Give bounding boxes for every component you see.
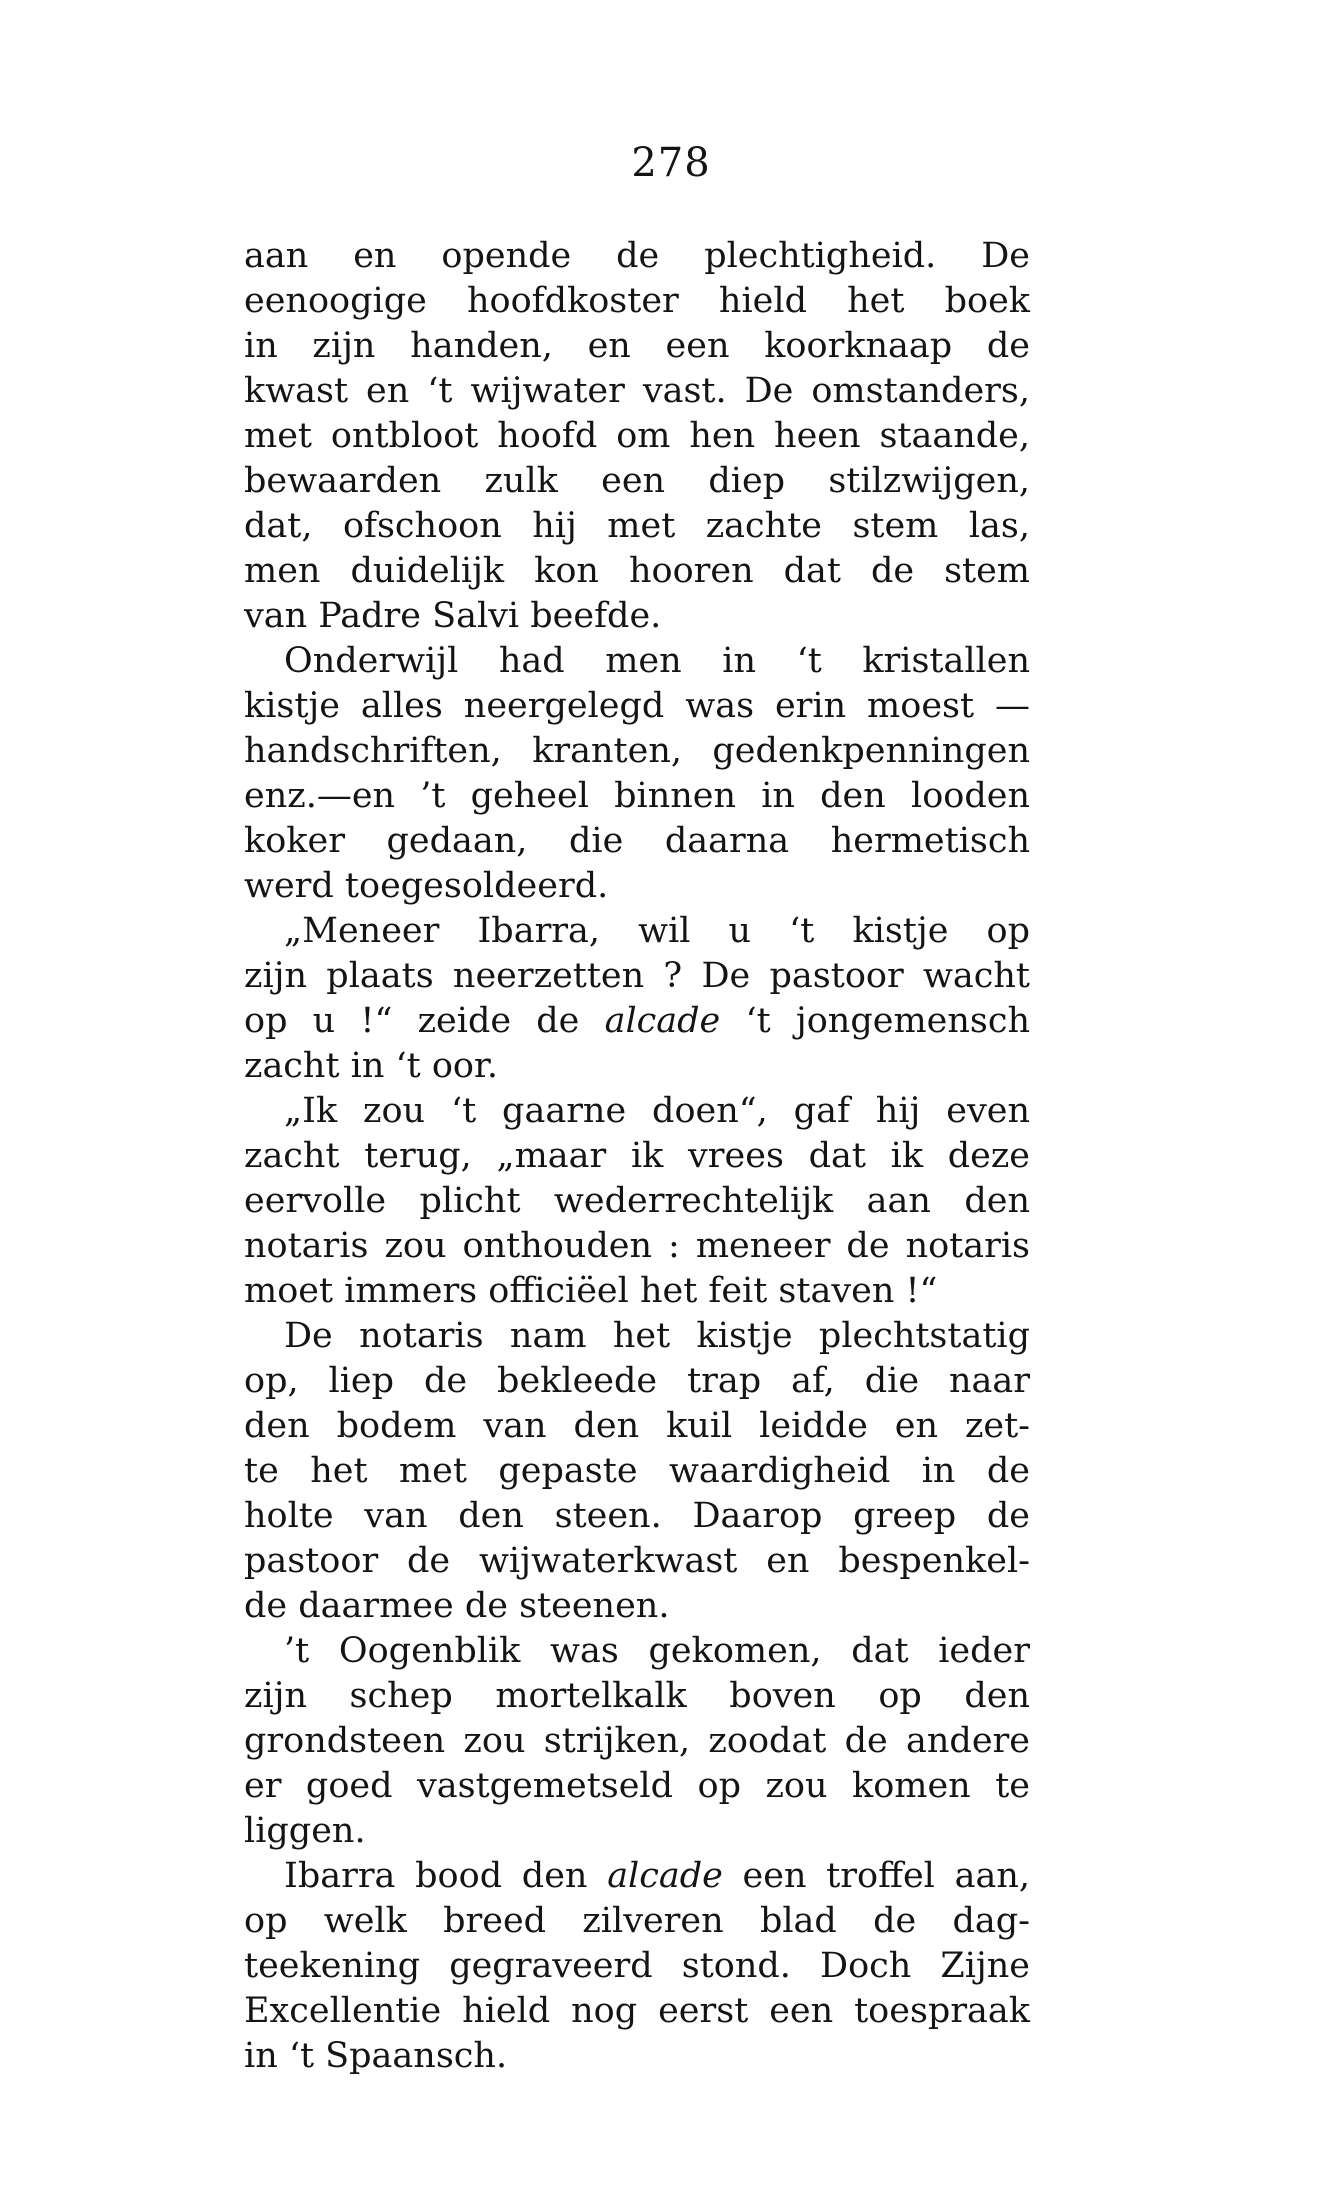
text-line: enz.—en ’t geheel binnen in den looden — [244, 776, 1030, 816]
text-line: holte van den steen. Daarop greep de — [244, 1496, 1030, 1536]
text-line: eervolle plicht wederrechtelijk aan den — [244, 1181, 1030, 1221]
text-line: moet immers officiëel het feit staven !“ — [244, 1271, 938, 1311]
text-line: handschriften, kranten, gedenkpenningen — [244, 731, 1030, 771]
text-line: notaris zou onthouden : meneer de notaris — [244, 1226, 1030, 1266]
paragraph — [244, 1629, 1030, 1854]
text-line: werd toegesoldeerd. — [244, 866, 609, 906]
text-line: van Padre Salvi beefde. — [244, 596, 662, 636]
text-line: de daarmee de steenen. — [244, 1586, 670, 1626]
text-line: eenoogige hoofdkoster hield het boek — [244, 281, 1030, 321]
text-line: Excellentie hield nog eerst een toespraak — [244, 1991, 1030, 2031]
paragraph — [244, 1089, 1030, 1314]
text-line: ’t Oogenblik was gekomen, dat ieder — [284, 1631, 1030, 1671]
text-line: in ‘t Spaansch. — [244, 2036, 508, 2076]
text-line: teekening gegraveerd stond. Doch Zijne — [244, 1946, 1030, 1986]
text-line: „Ik zou ‘t gaarne doen“, gaf hij even — [284, 1091, 1030, 1131]
text-line: aan en opende de plechtigheid. De — [244, 236, 1030, 276]
body-text — [244, 234, 1030, 2079]
text-line: bewaarden zulk een diep stilzwijgen, — [244, 461, 1030, 501]
text-line: kwast en ‘t wijwater vast. De omstanders, — [244, 371, 1030, 411]
text-line: er goed vastgemetseld op zou komen te — [244, 1766, 1030, 1806]
text-line: zacht in ‘t oor. — [244, 1046, 498, 1086]
text-line: Ibarra bood den alcade een troffel aan, — [284, 1856, 1030, 1896]
text-line: met ontbloot hoofd om hen heen staande, — [244, 416, 1030, 456]
text-line: te het met gepaste waardigheid in de — [244, 1451, 1030, 1491]
text-line: „Meneer Ibarra, wil u ‘t kistje op — [284, 911, 1030, 951]
text-line: men duidelijk kon hooren dat de stem — [244, 551, 1030, 591]
text-line: De notaris nam het kistje plechtstatig — [284, 1316, 1030, 1356]
text-line: dat, ofschoon hij met zachte stem las, — [244, 506, 1030, 546]
text-line: Onderwijl had men in ‘t kristallen — [284, 641, 1030, 681]
text-line: op, liep de bekleede trap af, die naar — [244, 1361, 1030, 1401]
paragraph — [244, 1854, 1030, 2079]
paragraph — [244, 639, 1030, 909]
paragraph — [244, 909, 1030, 1089]
text-line: koker gedaan, die daarna hermetisch — [244, 821, 1030, 861]
paragraph — [244, 234, 1030, 639]
paragraph — [244, 1314, 1030, 1629]
text-line: zacht terug, „maar ik vrees dat ik deze — [244, 1136, 1030, 1176]
text-line: zijn plaats neerzetten ? De pastoor wacht — [244, 956, 1030, 996]
text-line: op welk breed zilveren blad de dag- — [244, 1901, 1030, 1941]
text-line: kistje alles neergelegd was erin moest — — [244, 686, 1030, 726]
text-line: liggen. — [244, 1811, 366, 1851]
text-line: in zijn handen, en een koorknaap de — [244, 326, 1030, 366]
text-line: op u !“ zeide de alcade ‘t jongemensch — [244, 1001, 1031, 1041]
text-line: den bodem van den kuil leidde en zet- — [244, 1406, 1030, 1446]
text-line: zijn schep mortelkalk boven op den — [244, 1676, 1030, 1716]
text-line: grondsteen zou strijken, zoodat de andere — [244, 1721, 1030, 1761]
page-number: 278 — [631, 140, 711, 186]
text-line: pastoor de wijwaterkwast en bespenkel- — [244, 1541, 1030, 1581]
